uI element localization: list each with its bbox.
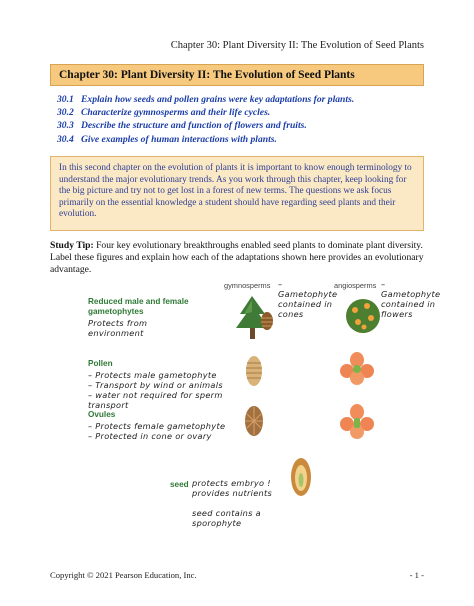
angiosperms-heading: angiosperms	[334, 281, 377, 290]
objective-item	[57, 133, 427, 146]
pine-cone-icon	[258, 310, 276, 332]
pollen-handwritten-note: – Protects male gametophyte – Transport by wind or animals – water not required for sperm transport	[88, 370, 223, 410]
gymnosperms-heading: gymnosperms	[224, 281, 271, 290]
objective-item	[57, 106, 427, 119]
chapter-title: Chapter 30: Plant Diversity II: The Evolution of Seed Plants	[59, 69, 355, 81]
intro-box	[50, 156, 424, 231]
objective-number: 30.3	[57, 120, 74, 132]
intro-text: In this second chapter on the evolution of plants it is important to know enough terminology to understand the major evolutionary trends. As you work through this chapter, keep looking for the big picture and try not to get lost in a forest of new terms. The questions we ask focus primarily on the essential knowledge a student should have regarding seed plants and their evolution.	[59, 163, 412, 220]
pollen-label: Pollen	[88, 359, 113, 368]
pollen-cone-icon	[243, 354, 265, 388]
objective-text: Describe the structure and function of flowers and fruits.	[81, 120, 307, 132]
objective-text: Give examples of human interactions with plants.	[81, 133, 277, 145]
objective-item	[57, 93, 427, 106]
chapter-title-box	[50, 64, 424, 86]
objective-item	[57, 119, 427, 132]
objective-number: 30.1	[57, 94, 74, 105]
seed-handwritten-note: protects embryo ! provides nutrients seed contains a sporophyte	[192, 478, 273, 528]
ovules-handwritten-note: – Protects female gametophyte – Protected in cone or ovary	[88, 421, 226, 441]
gymnosperm-handwritten-note: – Gametophyte contained in cones	[278, 279, 338, 319]
gametophytes-label: Reduced male and female gametophytes	[88, 297, 189, 316]
objective-text: Characterize gymnosperms and their life cycles.	[81, 107, 271, 119]
flower-stamen-icon	[340, 352, 374, 386]
gametophyte-handwritten-note: Protects from environment	[88, 318, 148, 338]
objective-text: Explain how seeds and pollen grains were key adaptations for plants.	[81, 94, 355, 105]
seed-label: seed	[170, 480, 189, 489]
learning-objectives	[57, 93, 427, 146]
angiosperm-handwritten-note: – Gametophyte contained in flowers	[381, 279, 441, 319]
footer-page-number: - 1 -	[409, 570, 424, 580]
flowering-shrub-icon	[343, 296, 383, 336]
study-tip-text: Four key evolutionary breakthroughs enabled seed plants to dominate plant diversity. Label these figures and explain how each of the adaptations shown here provides an evolutionary advantage.	[50, 240, 424, 275]
objective-number: 30.2	[57, 107, 74, 119]
seed-icon	[288, 456, 314, 498]
running-head: Chapter 30: Plant Diversity II: The Evolution of Seed Plants	[170, 40, 424, 51]
flower-ovary-icon	[340, 404, 374, 440]
ovules-label: Ovules	[88, 410, 116, 419]
ovulate-cone-icon	[242, 404, 266, 438]
study-tip-label: Study Tip:	[50, 240, 94, 251]
objective-number: 30.4	[57, 133, 74, 145]
footer-copyright: Copyright © 2021 Pearson Education, Inc.	[50, 570, 197, 580]
study-tip	[50, 240, 428, 276]
